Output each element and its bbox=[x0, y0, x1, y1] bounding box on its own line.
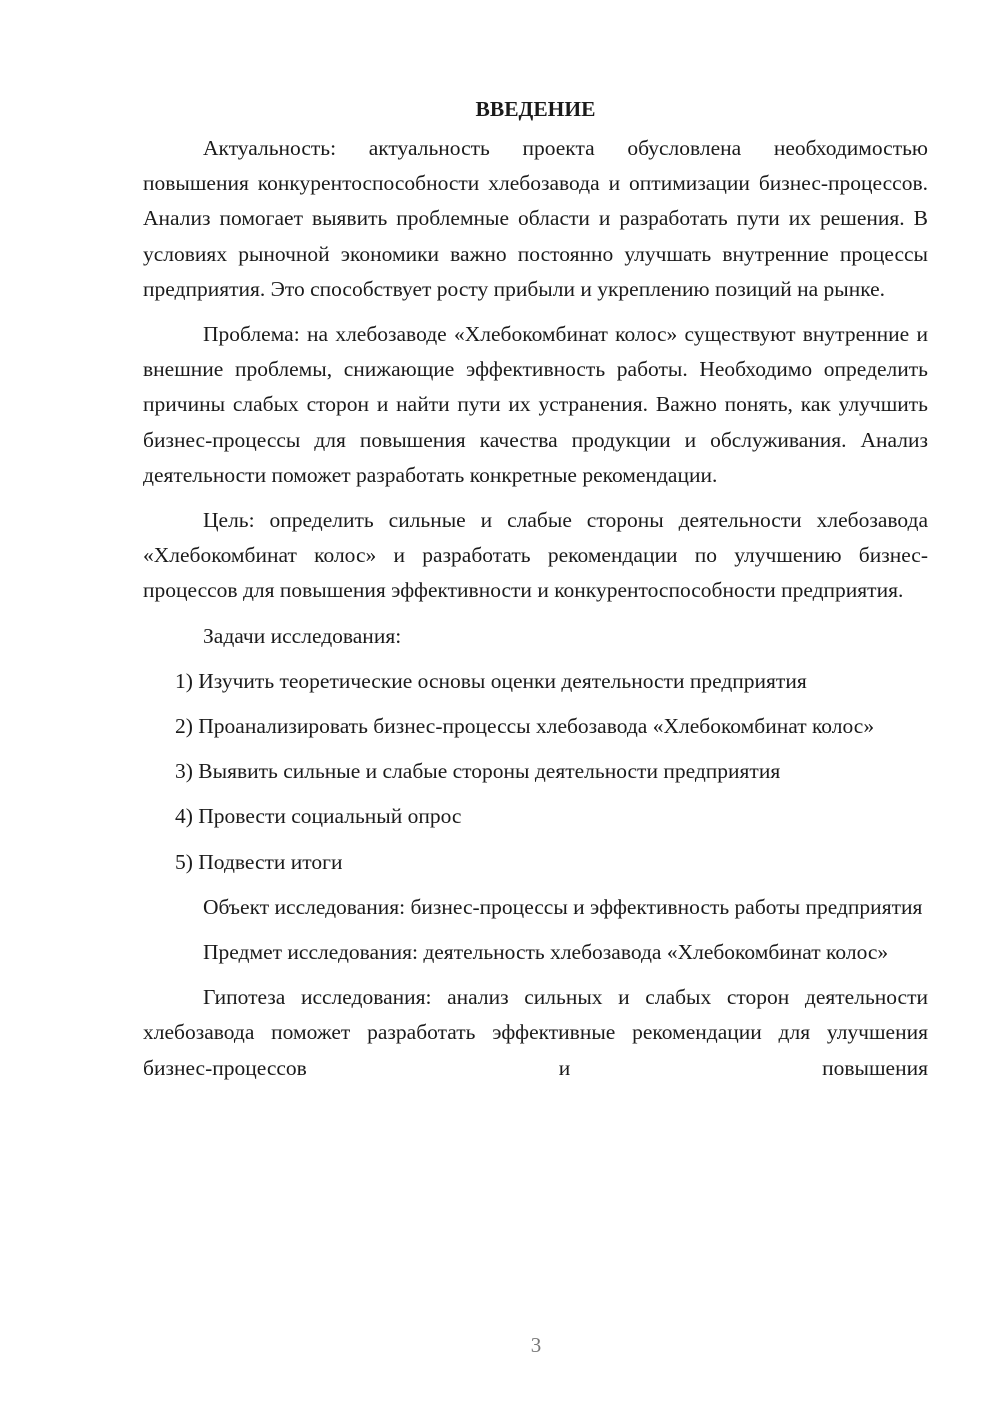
page-number: 3 bbox=[530, 1333, 542, 1357]
paragraph-relevance: Актуальность: актуальность проекта обусловлена необходимостью повышения конкурентоспособности хлебозавода и оптимизации бизнес-процессов. Анализ помогает выявить проблемные области и разработать пути их решения. В условиях рыночной экономики важно постоянно улучшать внутренние процессы предприятия. Это способствует росту прибыли и укреплению позиций на рынке. bbox=[143, 136, 928, 301]
paragraph-subject: Предмет исследования: деятельность хлебозавода «Хлебокомбинат колос» bbox=[203, 940, 889, 965]
page-title: ВВЕДЕНИЕ bbox=[475, 97, 596, 121]
list-item: 1) Изучить теоретические основы оценки деятельности предприятия bbox=[175, 668, 807, 693]
document-page bbox=[143, 92, 928, 1096]
paragraph-object: Объект исследования: бизнес-процессы и эффективность работы предприятия bbox=[203, 894, 923, 919]
tasks-list bbox=[143, 664, 928, 880]
list-item: 5) Подвести итоги bbox=[175, 849, 343, 874]
paragraph-problem: Проблема: на хлебозаводе «Хлебокомбинат колос» существуют внутренние и внешние проблемы, снижающие эффективность работы. Необходимо определить причины слабых сторон и найти пути их устранения. Важно понять, как улучшить бизнес-процессы для повышения качества продукции и обслуживания. Анализ деятельности поможет разработать конкретные рекомендации. bbox=[143, 322, 928, 487]
list-item: 2) Проанализировать бизнес-процессы хлебозавода «Хлебокомбинат колос» bbox=[175, 714, 875, 739]
tasks-title: Задачи исследования: bbox=[203, 623, 402, 648]
list-item: 3) Выявить сильные и слабые стороны деятельности предприятия bbox=[175, 759, 781, 784]
paragraph-hypothesis: Гипотеза исследования: анализ сильных и слабых сторон деятельности хлебозавода поможет разработать эффективные рекомендации для улучшения бизнес-процессов и повышения bbox=[143, 985, 928, 1080]
paragraph-goal: Цель: определить сильные и слабые стороны деятельности хлебозавода «Хлебокомбинат колос» и разработать рекомендации по улучшению бизнес-процессов для повышения эффективности и конкурентоспособности предприятия. bbox=[143, 508, 928, 603]
list-item: 4) Провести социальный опрос bbox=[175, 804, 462, 829]
